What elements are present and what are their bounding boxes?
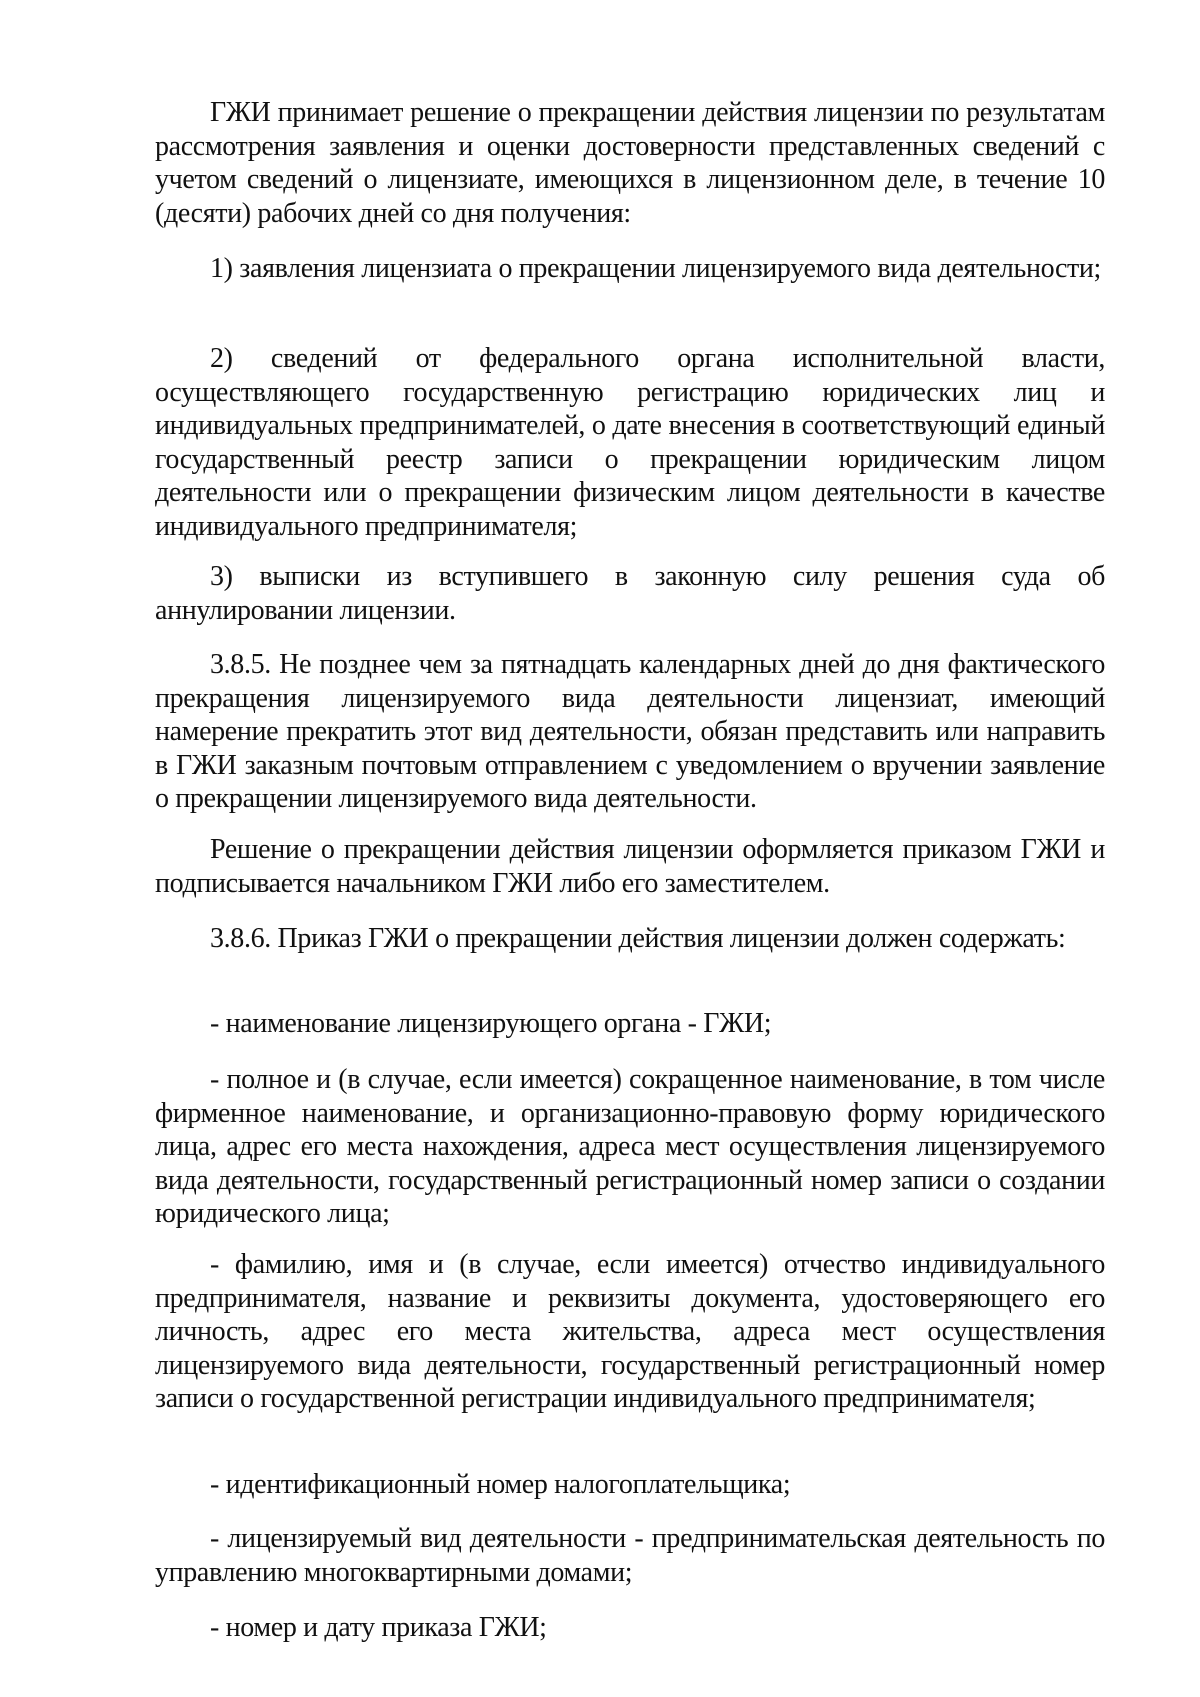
list-item-licensing-authority: - наименование лицензирующего органа - ГЖИ; xyxy=(210,1008,772,1039)
list-item-entrepreneur-details: - фамилию, имя и (в случае, если имеется) отчество индивидуального предпринимателя, название и реквизиты документа, удостоверяющего его личность, адрес его места жительства, адреса мест осуществления лицензируемого вида деятельности, государственный регистрационный номер записи о государственной регистрации индивидуального предпринимателя; xyxy=(155,1249,1105,1414)
paragraph-section-3-8-6: 3.8.6. Приказ ГЖИ о прекращении действия лицензии должен содержать: xyxy=(210,923,1066,954)
paragraph-decision-terms: ГЖИ принимает решение о прекращении действия лицензии по результатам рассмотрения заявления и оценки достоверности представленных сведений с учетом сведений о лицензиате, имеющихся в лицензионном деле, в течение 10 (десяти) рабочих дней со дня получения: xyxy=(155,97,1105,229)
paragraph-decision-order: Решение о прекращении действия лицензии оформляется приказом ГЖИ и подписывается начальником ГЖИ либо его заместителем. xyxy=(155,834,1105,899)
paragraph-item-3: 3) выписки из вступившего в законную силу решения суда об аннулировании лицензии. xyxy=(155,561,1105,626)
list-item-order-number-date: - номер и дату приказа ГЖИ; xyxy=(210,1612,547,1643)
list-item-taxpayer-number: - идентификационный номер налогоплательщика; xyxy=(210,1469,791,1500)
list-item-legal-entity-details: - полное и (в случае, если имеется) сокращенное наименование, в том числе фирменное наименование, и организационно-правовую форму юридического лица, адрес его места нахождения, адреса мест осуществления лицензируемого вида деятельности, государственный регистрационный номер записи о создании юридического лица; xyxy=(155,1064,1105,1229)
list-item-licensed-activity: - лицензируемый вид деятельности - предпринимательская деятельность по управлению многоквартирными домами; xyxy=(155,1523,1105,1588)
paragraph-item-2: 2) сведений от федерального органа исполнительной власти, осуществляющего государственную регистрацию юридических лиц и индивидуальных предпринимателей, о дате внесения в соответствующий единый государственный реестр записи о прекращении юридическим лицом деятельности или о прекращении физическим лицом деятельности в качестве индивидуального предпринимателя; xyxy=(155,343,1105,542)
paragraph-section-3-8-5: 3.8.5. Не позднее чем за пятнадцать календарных дней до дня фактического прекращения лицензируемого вида деятельности лицензиат, имеющий намерение прекратить этот вид деятельности, обязан представить или направить в ГЖИ заказным почтовым отправлением с уведомлением о вручении заявление о прекращении лицензируемого вида деятельности. xyxy=(155,649,1105,814)
paragraph-item-1: 1) заявления лицензиата о прекращении лицензируемого вида деятельности; xyxy=(210,253,1101,284)
